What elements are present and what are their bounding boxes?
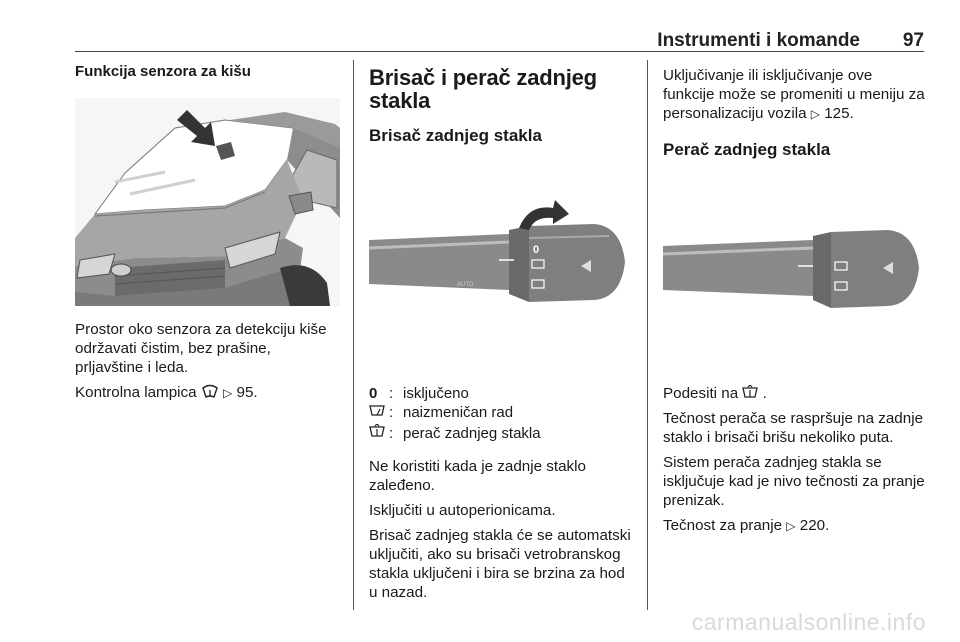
lever-position-zero: 0: [533, 244, 540, 256]
page-header-title: Instrumenti i komande: [657, 30, 860, 51]
rear-washer-lever-illustration: [663, 216, 928, 336]
page-ref-arrow-icon: ▷: [223, 386, 233, 400]
column-2: [369, 66, 634, 146]
personalization-page-ref[interactable]: 125.: [824, 105, 854, 122]
column-3: [663, 66, 928, 160]
rear-wiper-para-frozen: Ne koristiti kada je zadnje staklo zaleđeno.: [369, 458, 586, 494]
washer-fluid-text: Tečnost za pranje: [663, 517, 783, 534]
legend-symbol-zero: 0: [369, 385, 378, 402]
legend-text-washer: perač zadnjeg stakla: [403, 425, 541, 442]
rear-wiper-para-carwash: Isključiti u autoperionicama.: [369, 502, 556, 519]
legend-row-washer: [369, 424, 634, 445]
lever-auto-label: AUTO: [457, 282, 474, 288]
legend-colon: :: [389, 385, 394, 402]
rear-wiper-washer-title: Brisač i perač zadnjeg stakla: [369, 65, 597, 113]
column-1: [75, 62, 340, 82]
rain-sensor-heading: Funkcija senzora za kišu: [75, 63, 251, 80]
washer-fluid-page-ref[interactable]: 220.: [799, 517, 830, 534]
washer-spray-paragraph: Tečnost perača se raspršuje na zadnje staklo i brisači brišu nekoliko puta.: [663, 410, 924, 446]
column-divider-left: [353, 60, 354, 610]
legend-row-off: [369, 384, 634, 403]
rear-wiper-subtitle: Brisač zadnjeg stakla: [369, 126, 542, 145]
control-lamp-paragraph: [75, 383, 340, 403]
control-lamp-text: Kontrolna lampica: [75, 384, 197, 401]
interval-wiper-icon: [369, 403, 389, 424]
control-lamp-page-ref[interactable]: 95.: [236, 384, 258, 401]
personalization-paragraph: [663, 66, 928, 124]
set-to-text: Podesiti na: [663, 385, 739, 402]
washer-icon: [369, 424, 389, 445]
washer-icon: [742, 385, 762, 402]
header-rule: [75, 51, 924, 52]
van-rain-sensor-illustration: [75, 98, 340, 306]
washer-fluid-paragraph: [663, 516, 928, 536]
set-to-washer-paragraph: Podesiti na .: [663, 385, 767, 402]
page-number: 97: [902, 30, 924, 51]
legend-colon: :: [389, 425, 394, 442]
column-1-text: [75, 320, 340, 403]
legend-row-interval: [369, 403, 634, 424]
legend-text-interval: naizmeničan rad: [403, 404, 514, 421]
rear-wiper-para-reverse: Brisač zadnjeg stakla će se automatski uključiti, ako su brisači vetrobranskog stakla uključeni i bira se brzina za hod u nazad.: [369, 527, 631, 601]
page-ref-arrow-icon: ▷: [810, 107, 820, 121]
column-divider-right: [647, 60, 648, 610]
column-3-text: [663, 384, 928, 536]
page-ref-arrow-icon: ▷: [786, 519, 796, 533]
legend-colon: :: [389, 404, 394, 421]
rear-washer-heading: Perač zadnjeg stakla: [663, 140, 831, 159]
rain-sensor-paragraph: Prostor oko senzora za detekciju kiše održavati čistim, bez prašine, prljavštine i leda.: [75, 321, 327, 376]
washer-low-fluid-paragraph: Sistem perača zadnjeg stakla se isključuje kad je nivo tečnosti za pranje prenizak.: [663, 454, 925, 509]
legend-text-off: isključeno: [403, 385, 469, 402]
watermark: carmanualsonline.info: [691, 609, 926, 635]
personalization-text: Uključivanje ili isključivanje ove funkcije može se promeniti u meniju za personalizaciju vozila: [663, 67, 925, 122]
rear-wiper-legend: [369, 384, 634, 602]
rear-wiper-lever-illustration: [369, 190, 634, 335]
auto-wiper-lamp-icon: [201, 384, 223, 401]
